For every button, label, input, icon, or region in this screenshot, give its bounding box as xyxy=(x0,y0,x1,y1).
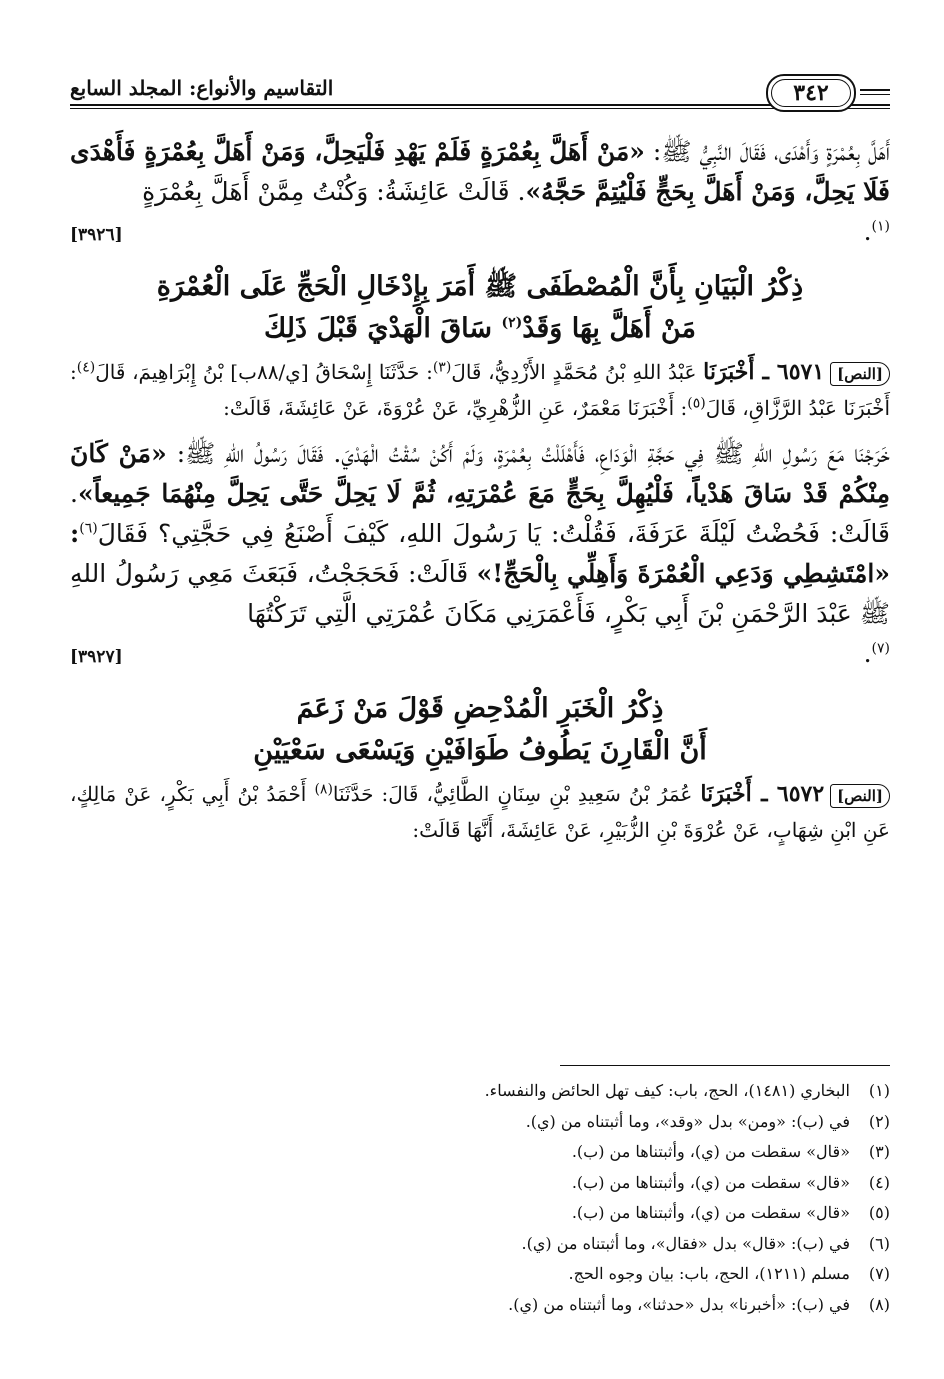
footnote-text: «قال» سقطت من (ي)، وأثبتناها من (ب). xyxy=(571,1203,850,1222)
period: . xyxy=(863,639,872,668)
footnote-number: (٤) xyxy=(868,1172,890,1192)
continuation-text xyxy=(70,132,890,212)
hadith-continuation xyxy=(70,132,890,252)
text-badge: [النص] xyxy=(830,784,890,808)
footnote xyxy=(70,1198,890,1229)
isnad-6571 xyxy=(70,354,890,426)
heading-segment: سَاقَ الْهَدْيَ قَبْلَ ذَلِكَ xyxy=(264,313,502,344)
reference-line xyxy=(70,634,890,674)
footnote xyxy=(70,1076,890,1107)
chain-segment: أَحْمَدُ بْنُ أَبِي بَكْرٍ، عَنْ مَالِكٍ، عَنِ ابْنِ شِهَابٍ، عَنْ عُرْوَةَ بْنِ الزُّبَيْرِ، عَنْ عَائِشَةَ، أَنَّهَا قَالَتْ: xyxy=(70,782,890,842)
footnote-number: (٥) xyxy=(868,1203,890,1222)
reference-line xyxy=(70,212,890,252)
footnote-marker[interactable]: (٧) xyxy=(871,640,890,657)
footnote-number: (٧) xyxy=(868,1264,890,1283)
hadith-number: ٦٥٧١ ـ أَخْبَرَنَا xyxy=(703,359,825,385)
footnote-marker[interactable]: (٤) xyxy=(76,359,96,376)
footnote-number: (١) xyxy=(868,1081,890,1100)
chain-segment: عَبْدُ اللهِ بْنُ مُحَمَّدٍ الأَزْدِيُّ، قَالَ xyxy=(451,360,704,384)
text-segment: . قَالَتْ عَائِشَةُ: وَكُنْتُ مِمَّنْ أَهَلَّ بِعُمْرَةٍ xyxy=(142,177,526,206)
header-rule xyxy=(70,104,890,106)
hadith-reference: [٣٩٢٦] xyxy=(70,225,123,245)
footnote xyxy=(70,1107,890,1138)
period: . xyxy=(863,217,872,246)
text-badge: [النص] xyxy=(830,362,890,386)
isnad-6572 xyxy=(70,776,890,848)
header-rule-thin xyxy=(70,108,890,109)
prophetic-quote: : «امْتَشِطِي وَدَعِي الْعُمْرَةَ وَأَهِلِّي بِالْحَجِّ!» xyxy=(70,519,890,588)
prophetic-quote: «مَنْ كَانَ مِنْكُمْ قَدْ سَاقَ هَدْياً، فَلْيُهِلَّ بِحَجٍّ مَعَ عُمْرَتِهِ، ثُمَّ لَا يَحِلَّ حَتَّى يَحِلَّ مِنْهُمَا جَمِيعاً» xyxy=(70,439,890,508)
footnote-text: في (ب): «أخبرنا» بدل «حدثنا»، وما أثبتناه من (ي). xyxy=(508,1294,850,1314)
footnotes xyxy=(70,1065,890,1320)
footnote xyxy=(70,1137,890,1168)
number-rule-thin xyxy=(860,94,890,95)
text-end xyxy=(864,212,890,252)
footnote-marker[interactable]: (٦) xyxy=(79,520,98,537)
heading-line xyxy=(70,308,890,350)
heading-line: ذِكْرُ الْبَيَانِ بِأَنَّ الْمُصْطَفَى ﷺ أَمَرَ بِإِدْخَالِ الْحَجِّ عَلَى الْعُمْرَةِ xyxy=(156,271,804,302)
text-segment: خَرَجْنَا مَعَ رَسُولِ اللهِ ﷺ فِي حَجَّةِ الْوَدَاعِ، فَأَهْلَلْتُ بِعُمْرَةٍ، وَلَمْ أَكُنْ سُقْتُ الْهَدْيَ. فَقَالَ رَسُولُ اللهِ ﷺ: xyxy=(166,439,891,468)
section-heading-1 xyxy=(70,266,890,350)
footnote-text: «قال» سقطت من (ي)، وأثبتناها من (ب). xyxy=(571,1142,850,1161)
footnote-text: مسلم (١٢١١)، الحج، باب: بيان وجوه الحج. xyxy=(568,1264,850,1283)
footnote-marker[interactable]: (٣) xyxy=(432,359,452,376)
footnote-number: (٦) xyxy=(868,1233,890,1253)
text-segment: . قَالَتْ: فَحُضْتُ لَيْلَةَ عَرَفَةَ، فَقُلْتُ: يَا رَسُولَ اللهِ، كَيْفَ أَصْنَعُ فِي حَجَّتِي؟ فَقَالَ xyxy=(70,479,890,548)
book-page xyxy=(70,70,890,1340)
chain-segment: : حَدَّثَنَا إِسْحَاقُ [ي/٨٨ب] بْنُ إِبْرَاهِيمَ، قَالَ xyxy=(95,360,433,384)
footnote-marker[interactable]: (٥) xyxy=(687,395,706,412)
hadith-number: ٦٥٧٢ ـ أَخْبَرَنَا xyxy=(700,781,825,807)
footnote-text: البخاري (١٤٨١)، الحج، باب: كيف تهل الحائض والنفساء. xyxy=(484,1081,850,1100)
footnote-text: «قال» سقطت من (ي)، وأثبتناها من (ب). xyxy=(571,1172,850,1192)
text-segment: أَهَلَّ بِعُمْرَةٍ وَأَهْدَى، فَقَالَ النَّبِيُّ ﷺ: xyxy=(644,137,890,166)
footnote-marker[interactable]: (١) xyxy=(871,218,890,235)
prophetic-quote: «مَنْ أَهَلَّ بِعُمْرَةٍ فَلَمْ يَهْدِ فَلْيَحِلَّ، وَمَنْ أَهَلَّ بِعُمْرَةٍ فَأَهْدَى فَلَا يَحِلَّ، وَمَنْ أَهَلَّ بِحَجٍّ فَلْيُتِمَّ حَجَّهُ» xyxy=(70,137,890,206)
footnote xyxy=(70,1229,890,1260)
text-segment: قَالَتْ: فَحَجَجْتُ، فَبَعَثَ مَعِي رَسُولُ اللهِ ﷺ عَبْدَ الرَّحْمَنِ بْنَ أَبِي بَكْرٍ، فَأَعْمَرَنِي مَكَانَ عُمْرَتِي الَّتِي تَرَكْتُهَا xyxy=(70,559,890,628)
page-number: ٣٤٢ xyxy=(766,74,856,112)
footnote-number: (٨) xyxy=(868,1294,890,1314)
running-title: التقاسيم والأنواع: المجلد السابع xyxy=(70,76,334,100)
matn-6571 xyxy=(70,434,890,634)
footnote-marker[interactable]: (٨) xyxy=(314,781,333,798)
footnote-number: (٢) xyxy=(868,1111,890,1131)
hadith-reference: [٣٩٢٧] xyxy=(70,647,123,667)
footnote-text: في (ب): «قال» بدل «فقال»، وما أثبتناه من (ي). xyxy=(521,1233,850,1253)
section-heading-2 xyxy=(70,688,890,772)
footnote xyxy=(70,1168,890,1199)
footnote-marker[interactable]: (٢) xyxy=(501,315,523,331)
footnote-text: في (ب): «ومن» بدل «وقد»، وما أثبتناه من (ي). xyxy=(525,1111,850,1131)
heading-line: ذِكْرُ الْخَبَرِ الْمُدْحِضِ قَوْلَ مَنْ زَعَمَ xyxy=(296,693,664,724)
chain-segment: عُمَرُ بْنُ سَعِيدِ بْنِ سِنَانٍ الطَّائِيُّ، قَالَ: حَدَّثَنَا xyxy=(332,782,701,806)
page-header xyxy=(70,70,890,114)
chain-segment: : أَخْبَرَنَا عَبْدُ الرَّزَّاقِ، قَالَ xyxy=(70,360,890,420)
footnote xyxy=(70,1259,890,1290)
text-end xyxy=(864,634,890,674)
footnote xyxy=(70,1290,890,1321)
chain-segment: : أَخْبَرَنَا مَعْمَرٌ، عَنِ الزُّهْرِيِّ، عَنْ عُرْوَةَ، عَنْ عَائِشَةَ، قَالَتْ: xyxy=(223,396,688,420)
footnote-rule xyxy=(560,1065,890,1066)
footnote-number: (٣) xyxy=(868,1142,890,1161)
heading-segment: مَنْ أَهَلَّ بِهَا وَقَدْ xyxy=(522,313,696,344)
heading-line: أَنَّ الْقَارِنَ يَطُوفُ طَوَافَيْنِ وَيَسْعَى سَعْيَيْنِ xyxy=(253,735,707,766)
number-rule xyxy=(860,89,890,91)
